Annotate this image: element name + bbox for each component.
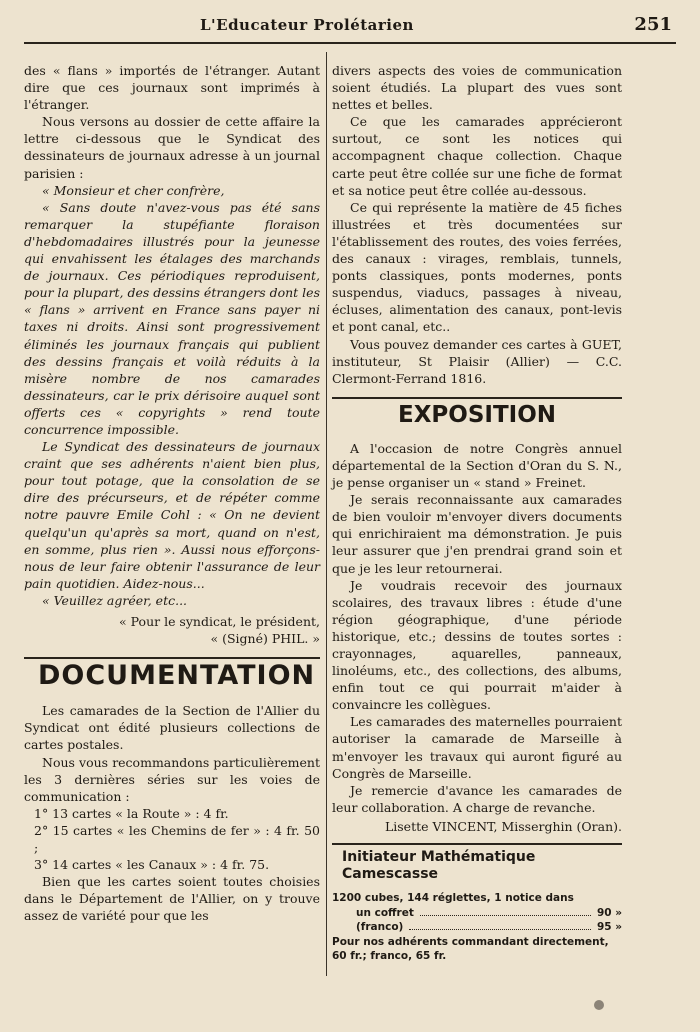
price-label: un coffret bbox=[356, 906, 414, 919]
letter-paragraph: Le Syndicat des dessinateurs de journaux craint que ses adhérents n'aient bien plus, pour tout potage, que la consolation de se dire des précurseurs, et de répéter comme notre pauvre Emile Cohl : « On ne devient quelqu'un qu'après sa mort, quand on n'est, en somme, plus rien ». Aussi nous efforçons-nous de leur faire obtenir l'assurance de leur pain quotidien. Aidez-nous... bbox=[24, 439, 320, 591]
paragraph: Nous versons au dossier de cette affaire la lettre ci-dessous que le Syndicat des dessinateurs de journaux adresse à un journal parisien : bbox=[24, 114, 320, 181]
signature-line: « (Signé) PHIL. » bbox=[210, 631, 320, 647]
running-head: L'Educateur Prolétarien bbox=[200, 16, 414, 34]
paragraph: A l'occasion de notre Congrès annuel départemental de la Section d'Oran du S. N., je pense organiser un « stand » Freinet. bbox=[332, 440, 622, 491]
binder-hole bbox=[594, 1000, 604, 1010]
letter-close: « Veuillez agréer, etc... bbox=[42, 592, 188, 608]
list-item: 3° 14 cartes « les Canaux » : 4 fr. 75. bbox=[34, 857, 270, 873]
list-item: 2° 15 cartes « les Chemins de fer » : 4 fr. 50 ; bbox=[34, 822, 320, 856]
page-number: 251 bbox=[634, 14, 672, 35]
signature-line: Lisette VINCENT, Misserghin (Oran). bbox=[384, 818, 622, 834]
letter-paragraph: « Sans doute n'avez-vous pas été sans remarquer la stupéfiante floraison d'hebdomadaires illustrés pour la jeunesse qui envahissent les étalages des marchands de journaux. Ces périodiques reproduisent, pour la plupart, des dessins étrangers dont les « flans » arrivent en France sans payer ni taxes ni droits. Ainsi sont progressivement éliminés les journaux français qui publient des dessins français et voilà réduits à la misère nombre de nos camarades dessinateurs, car le prix dérisoire auquel sont offerts ces « copyrights » rend toute concurrence impossible. bbox=[24, 199, 320, 437]
section-heading: EXPOSITION bbox=[397, 401, 557, 428]
advertisement-title: Initiateur Mathématique Camescasse bbox=[342, 849, 536, 883]
section-heading: DOCUMENTATION bbox=[38, 660, 316, 692]
advertisement-box bbox=[332, 843, 622, 964]
price-row bbox=[332, 906, 622, 921]
signature-line: « Pour le syndicat, le président, bbox=[119, 614, 320, 629]
leader-dots bbox=[409, 929, 591, 930]
paragraph: divers aspects des voies de communication soient étudiés. La plupart des vues sont nettes et belles. bbox=[332, 63, 622, 113]
list-item: 1° 13 cartes « la Route » : 4 fr. bbox=[34, 805, 229, 821]
paragraph: Bien que les cartes soient toutes choisies dans le Département de l'Allier, on y trouve assez de variété pour que les bbox=[24, 874, 320, 924]
price-row bbox=[332, 920, 622, 935]
leader-dots bbox=[420, 915, 591, 916]
paragraph: Ce que les camarades apprécieront surtout, ce sont les notices qui accompagnent chaque collection. Chaque carte peut être collée sur une fiche de format et sa notice peut être collée au-dessous. bbox=[332, 114, 622, 198]
paragraph: Je serais reconnaissante aux camarades de bien vouloir m'envoyer divers documents qui enrichiraient ma démonstration. Je puis leur assurer que j'en prendrai grand soin et que je les leur retournerai. bbox=[332, 492, 622, 576]
advertisement-line: 1200 cubes, 144 réglettes, 1 notice dans bbox=[332, 892, 574, 905]
letter-salutation: « Monsieur et cher confrère, bbox=[42, 182, 225, 198]
column-divider bbox=[326, 52, 327, 976]
paragraph: Vous pouvez demander ces cartes à GUET, instituteur, St Plaisir (Allier) — C.C. Clermont-Ferrand 1816. bbox=[332, 336, 622, 386]
paragraph: Les camarades des maternelles pourraient autoriser la camarade de Marseille à m'envoyer les travaux qui auront figuré au Congrès de Marseille. bbox=[332, 714, 622, 781]
price-value: 95 » bbox=[596, 921, 622, 934]
paragraph: Nous vous recommandons particulièrement les 3 dernières séries sur les voies de communication : bbox=[24, 754, 320, 804]
section-rule bbox=[332, 397, 622, 399]
price-label: (franco) bbox=[356, 921, 404, 934]
left-column bbox=[24, 62, 320, 925]
page-header bbox=[24, 8, 676, 44]
paragraph: Je voudrais recevoir des journaux scolaires, des travaux libres : étude d'une région géographique, d'une période historique, etc.; dessins de toutes sortes : crayonnages, aquarelles, panneaux, linoléums, etc., des collections, des albums, enfin tout ce qui pourrait m'aider à convaincre les collègues. bbox=[332, 577, 622, 713]
price-value: 90 » bbox=[596, 906, 622, 919]
paragraph: des « flans » importés de l'étranger. Autant dire que ces journaux sont imprimés à l'étranger. bbox=[24, 63, 320, 113]
section-rule bbox=[24, 657, 320, 659]
paragraph: Je remercie d'avance les camarades de leur collaboration. A charge de revanche. bbox=[332, 782, 622, 815]
advertisement-line: Pour nos adhérents commandant directement, 60 fr.; franco, 65 fr. bbox=[332, 935, 609, 963]
paragraph: Ce qui représente la matière de 45 fiches illustrées et très documentées sur l'établissement des routes, des voies ferrées, des canaux : virages, remblais, tunnels, ponts classiques, ponts modernes, ponts suspendus, viaducs, passages à niveau, écluses, alimentation des canaux, pont-levis et pont canal, etc.. bbox=[332, 199, 622, 335]
paragraph: Les camarades de la Section de l'Allier du Syndicat ont édité plusieurs collections de cartes postales. bbox=[24, 703, 320, 753]
right-column bbox=[332, 62, 622, 964]
